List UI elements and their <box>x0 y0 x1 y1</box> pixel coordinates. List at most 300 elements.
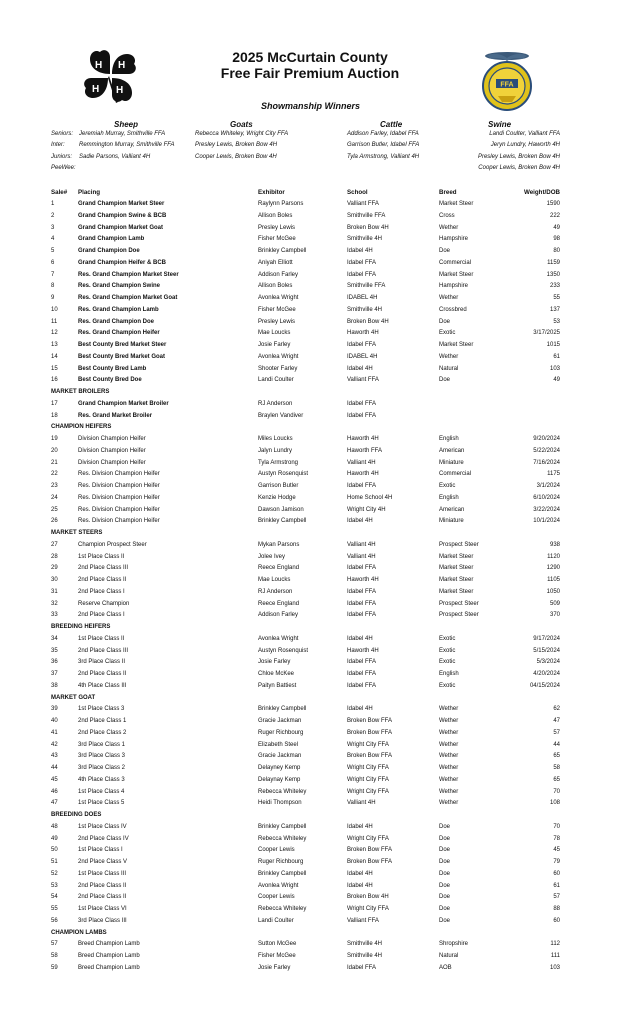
table-row <box>0 845 621 856</box>
cell-sale-number: 5 <box>51 248 55 254</box>
cell-sale-number: 41 <box>51 729 58 736</box>
cell-sale-number: 50 <box>51 847 58 854</box>
cell-placing: 1st Place Class I <box>78 847 123 854</box>
table-row <box>0 704 621 715</box>
cell-sale-number: 46 <box>51 788 58 795</box>
table-row <box>0 669 621 680</box>
cell-sale-number: 57 <box>51 941 58 948</box>
table-row <box>0 469 621 480</box>
cell-placing: 2nd Place Class II <box>78 671 127 677</box>
cell-exhibitor: Mae Loucks <box>258 330 291 337</box>
cell-exhibitor: Heidi Thompson <box>258 800 302 807</box>
cell-sale-number: 52 <box>51 870 58 877</box>
cell-placing: 1st Place Class II <box>78 635 125 642</box>
cell-placing: 2nd Place Class IV <box>78 835 129 842</box>
cell-sale-number: 18 <box>51 412 58 419</box>
showmanship-winner-sheep: Remmington Murray, Smithville FFA <box>79 142 175 149</box>
table-row <box>0 681 621 692</box>
cell-placing: 2nd Place Class I <box>78 612 125 619</box>
cell-exhibitor: Jalyn Lundry <box>258 447 293 454</box>
cell-placing: Breed Champion Lamb <box>78 941 140 948</box>
cell-exhibitor: Josie Farley <box>258 964 291 971</box>
cell-placing: 1st Place Class 4 <box>78 788 125 795</box>
cell-school: Haworth 4H <box>347 330 379 337</box>
cell-weight-dob: 111 <box>550 953 560 959</box>
svg-text:H: H <box>92 84 100 95</box>
cell-school: Home School 4H <box>347 494 393 501</box>
cell-exhibitor: Avonlea Wright <box>258 635 299 642</box>
cell-weight-dob: 1105 <box>547 577 560 583</box>
cell-weight-dob: 1175 <box>547 471 560 478</box>
cell-school: Valliant FFA <box>347 377 379 384</box>
cell-school: Smithville FFA <box>347 283 386 290</box>
cell-exhibitor: Elizabeth Steel <box>258 741 299 748</box>
cell-breed: Doe <box>439 894 451 901</box>
cell-exhibitor: Brinkley Campbell <box>258 870 307 877</box>
cell-weight-dob: 65 <box>553 753 560 760</box>
cell-placing: 2nd Place Class I <box>78 588 125 595</box>
cell-sale-number: 25 <box>51 506 58 513</box>
cell-placing: 1st Place Class 3 <box>78 706 125 713</box>
cell-sale-number: 39 <box>51 706 58 713</box>
cell-breed: Hampshire <box>439 236 469 243</box>
cell-placing: 1st Place Class III <box>78 870 127 877</box>
cell-weight-dob: 70 <box>553 823 560 830</box>
cell-school: Valliant 4H <box>347 553 376 560</box>
cell-weight-dob: 61 <box>553 353 560 360</box>
cell-breed: Market Steer <box>439 553 474 560</box>
cell-school: Haworth FFA <box>347 447 383 454</box>
showmanship-winner-goats: Cooper Lewis, Broken Bow 4H <box>195 153 277 160</box>
cell-sale-number: 45 <box>51 776 58 783</box>
col-header-school: School <box>347 189 368 196</box>
cell-weight-dob: 44 <box>553 741 560 748</box>
cell-weight-dob: 61 <box>553 882 560 889</box>
cell-breed: Cross <box>439 212 455 219</box>
cell-weight-dob: 3/1/2024 <box>536 483 560 489</box>
cell-school: Idabel FFA <box>347 588 377 595</box>
cell-school: Idabel FFA <box>347 342 377 348</box>
cell-weight-dob: 108 <box>549 800 560 807</box>
table-row <box>0 869 621 880</box>
cell-placing: Res. Division Champion Heifer <box>78 506 160 513</box>
cell-placing: 3rd Place Class 2 <box>78 765 126 771</box>
cell-school: Idabel FFA <box>347 671 377 677</box>
cell-sale-number: 26 <box>51 518 58 525</box>
cell-breed: Exotic <box>439 483 456 489</box>
cell-weight-dob: 370 <box>549 612 560 619</box>
cell-school: Idabel FFA <box>347 659 377 666</box>
cell-school: Wright City FFA <box>347 788 389 795</box>
cell-breed: AOB <box>439 964 452 971</box>
page-title-line-2: Free Fair Premium Auction <box>220 65 400 81</box>
cell-weight-dob: 4/20/2024 <box>533 671 560 677</box>
cell-weight-dob: 5/22/2024 <box>533 447 560 454</box>
table-row <box>0 563 621 574</box>
table-row <box>0 281 621 292</box>
showmanship-division-label: PeeWee: <box>51 164 76 171</box>
cell-breed: Market Steer <box>439 201 474 207</box>
table-row <box>0 223 621 234</box>
cell-placing: Res. Division Champion Heifer <box>78 518 160 525</box>
table-row <box>0 610 621 621</box>
table-row <box>0 458 621 469</box>
cell-breed: Wether <box>439 776 459 783</box>
cell-breed: Doe <box>439 377 451 384</box>
cell-weight-dob: 55 <box>553 295 560 301</box>
cell-breed: English <box>439 436 459 442</box>
table-row <box>0 411 621 422</box>
table-row <box>0 540 621 551</box>
cell-placing: Res. Grand Champion Market Steer <box>78 271 179 278</box>
cell-breed: Wether <box>439 800 459 807</box>
cell-weight-dob: 7/16/2024 <box>533 459 560 466</box>
table-row <box>0 211 621 222</box>
cell-placing: 1st Place Class VI <box>78 906 127 912</box>
cell-sale-number: 58 <box>51 953 58 959</box>
cell-sale-number: 7 <box>51 271 55 278</box>
table-row <box>0 634 621 645</box>
table-row <box>0 763 621 774</box>
table-row <box>0 305 621 316</box>
cell-exhibitor: Fisher McGee <box>258 306 296 313</box>
cell-weight-dob: 65 <box>553 776 560 783</box>
cell-placing: 2nd Place Class II <box>78 882 127 889</box>
section-heading: CHAMPION LAMBS <box>51 929 107 936</box>
cell-breed: Exotic <box>439 659 456 666</box>
cell-sale-number: 53 <box>51 882 58 889</box>
cell-school: Idabel FFA <box>347 964 377 971</box>
cell-placing: Best County Bred Market Steer <box>78 342 167 348</box>
cell-breed: Wether <box>439 224 459 231</box>
cell-weight-dob: 98 <box>553 236 560 243</box>
cell-breed: Wether <box>439 729 459 736</box>
cell-weight-dob: 1050 <box>546 588 560 595</box>
cell-placing: Division Champion Heifer <box>78 447 146 454</box>
cell-exhibitor: Delayney Kemp <box>258 765 301 771</box>
cell-breed: Doe <box>439 248 451 254</box>
table-row <box>0 270 621 281</box>
table-row <box>0 939 621 950</box>
cell-weight-dob: 3/22/2024 <box>533 506 560 513</box>
cell-exhibitor: Josie Farley <box>258 342 291 348</box>
cell-breed: Doe <box>439 318 451 325</box>
cell-sale-number: 33 <box>51 612 58 619</box>
table-row <box>0 328 621 339</box>
cell-weight-dob: 62 <box>553 706 560 713</box>
showmanship-header-swine: Swine <box>488 120 512 129</box>
cell-weight-dob: 78 <box>553 835 560 842</box>
cell-weight-dob: 57 <box>553 729 560 736</box>
showmanship-title: Showmanship Winners <box>261 101 360 111</box>
cell-placing: 3rd Place Class II <box>78 659 126 666</box>
cell-school: Broken Bow 4H <box>347 894 389 901</box>
cell-breed: Crossbred <box>439 306 467 313</box>
cell-sale-number: 36 <box>51 659 58 666</box>
cell-sale-number: 38 <box>51 682 58 689</box>
cell-exhibitor: Kenzie Hodge <box>258 494 296 501</box>
cell-exhibitor: Dawson Jamison <box>258 506 304 513</box>
cell-placing: 2nd Place Class 1 <box>78 718 127 724</box>
cell-exhibitor: Raylynn Parsons <box>258 201 304 207</box>
cell-school: Wright City FFA <box>347 906 389 912</box>
cell-weight-dob: 9/17/2024 <box>533 635 560 642</box>
cell-breed: Wether <box>439 718 459 724</box>
showmanship-header-goats: Goats <box>230 120 253 129</box>
cell-placing: 2nd Place Class III <box>78 647 129 654</box>
cell-breed: Doe <box>439 917 451 924</box>
cell-school: Wright City FFA <box>347 765 389 771</box>
showmanship-winner-swine: Landi Coulter, Valliant FFA <box>489 131 560 137</box>
table-row <box>0 751 621 762</box>
table-row <box>0 657 621 668</box>
cell-breed: Doe <box>439 882 451 889</box>
cell-sale-number: 32 <box>51 600 58 607</box>
cell-sale-number: 24 <box>51 494 58 501</box>
cell-school: Haworth 4H <box>347 647 379 654</box>
cell-placing: Res. Division Champion Heifer <box>78 494 160 501</box>
col-header-weight-dob: Weight/DOB <box>524 189 560 196</box>
showmanship-winner-swine: Jeryn Lundry, Haworth 4H <box>490 142 560 149</box>
cell-breed: Wether <box>439 741 459 748</box>
cell-exhibitor: Tyla Armstrong <box>258 459 299 466</box>
cell-school: Idabel FFA <box>347 259 377 266</box>
cell-placing: Res. Grand Champion Heifer <box>78 330 160 337</box>
cell-exhibitor: Landi Coulter <box>258 377 294 384</box>
table-row <box>0 352 621 363</box>
cell-school: Idabel FFA <box>347 483 377 489</box>
cell-breed: Miniature <box>439 518 464 525</box>
cell-sale-number: 10 <box>51 306 58 313</box>
cell-exhibitor: Aniyah Elliott <box>258 259 293 266</box>
cell-school: Valliant 4H <box>347 541 376 548</box>
section-heading: MARKET BROILERS <box>51 389 110 395</box>
cell-breed: Wether <box>439 765 459 771</box>
cell-placing: Res. Grand Market Broiler <box>78 412 153 419</box>
cell-exhibitor: Allison Boles <box>258 283 293 290</box>
cell-sale-number: 23 <box>51 483 58 489</box>
section-heading: BREEDING HEIFERS <box>51 624 111 630</box>
cell-school: Idabel FFA <box>347 412 377 419</box>
cell-exhibitor: Brinkley Campbell <box>258 248 307 254</box>
cell-sale-number: 6 <box>51 259 55 266</box>
cell-school: Broken Bow 4H <box>347 224 389 231</box>
cell-school: Broken Bow FFA <box>347 729 393 736</box>
cell-breed: Exotic <box>439 647 456 654</box>
cell-sale-number: 3 <box>51 224 55 231</box>
table-row <box>0 775 621 786</box>
cell-school: Haworth 4H <box>347 577 379 583</box>
cell-exhibitor: Chloe McKee <box>258 671 295 677</box>
cell-exhibitor: Addison Farley <box>258 612 299 619</box>
cell-school: Smithville 4H <box>347 941 383 948</box>
cell-weight-dob: 5/15/2024 <box>533 647 560 654</box>
cell-exhibitor: Landi Coulter <box>258 917 294 924</box>
cell-school: Idabel FFA <box>347 271 377 278</box>
table-row <box>0 834 621 845</box>
cell-breed: Exotic <box>439 635 456 642</box>
cell-sale-number: 29 <box>51 565 58 572</box>
showmanship-division-label: Inter: <box>51 142 65 149</box>
cell-placing: 3rd Place Class III <box>78 917 127 924</box>
cell-sale-number: 4 <box>51 236 55 243</box>
cell-sale-number: 35 <box>51 647 58 654</box>
cell-exhibitor: Gracie Jackman <box>258 753 302 760</box>
section-heading: MARKET GOAT <box>51 694 96 701</box>
cell-sale-number: 48 <box>51 823 58 830</box>
svg-text:FFA: FFA <box>500 81 514 89</box>
cell-exhibitor: Cooper Lewis <box>258 894 295 901</box>
cell-placing: Division Champion Heifer <box>78 459 146 466</box>
cell-placing: 2nd Place Class II <box>78 577 127 583</box>
cell-breed: Doe <box>439 870 451 877</box>
cell-breed: Exotic <box>439 330 456 337</box>
cell-breed: Doe <box>439 835 451 842</box>
cell-breed: Market Steer <box>439 271 474 278</box>
cell-sale-number: 1 <box>51 201 55 207</box>
4h-clover-logo <box>78 44 142 108</box>
cell-sale-number: 17 <box>51 400 58 407</box>
cell-exhibitor: Jolee Ivey <box>258 553 286 560</box>
table-row <box>0 892 621 903</box>
table-row <box>0 234 621 245</box>
cell-weight-dob: 1290 <box>546 565 560 572</box>
cell-placing: 3rd Place Class 3 <box>78 753 126 760</box>
cell-exhibitor: Reece England <box>258 565 300 572</box>
cell-exhibitor: Delaynay Kemp <box>258 776 301 783</box>
cell-school: Haworth 4H <box>347 471 379 478</box>
cell-sale-number: 47 <box>51 800 58 807</box>
cell-exhibitor: Brinkley Campbell <box>258 823 307 830</box>
cell-school: Idabel 4H <box>347 706 373 713</box>
col-header-breed: Breed <box>439 189 457 196</box>
cell-placing: Division Champion Heifer <box>78 436 146 442</box>
cell-weight-dob: 112 <box>550 941 560 948</box>
cell-weight-dob: 88 <box>553 906 560 912</box>
cell-weight-dob: 80 <box>553 248 560 254</box>
cell-placing: Res. Grand Champion Market Goat <box>78 295 178 301</box>
cell-breed: English <box>439 671 459 677</box>
cell-weight-dob: 60 <box>553 917 560 924</box>
cell-placing: Best County Bred Market Goat <box>78 353 166 360</box>
col-header-placing: Placing <box>78 189 101 196</box>
cell-school: IDABEL 4H <box>347 353 378 360</box>
cell-school: Broken Bow FFA <box>347 859 393 865</box>
cell-sale-number: 42 <box>51 741 58 748</box>
cell-exhibitor: Presley Lewis <box>258 318 296 325</box>
cell-sale-number: 31 <box>51 588 58 595</box>
cell-school: Smithville FFA <box>347 212 386 219</box>
table-row <box>0 434 621 445</box>
cell-placing: Res. Grand Champion Lamb <box>78 306 159 313</box>
cell-exhibitor: RJ Anderson <box>258 588 293 595</box>
cell-placing: Res. Division Champion Heifer <box>78 471 160 478</box>
cell-sale-number: 30 <box>51 577 58 583</box>
svg-text:H: H <box>116 85 124 96</box>
cell-weight-dob: 509 <box>549 600 560 607</box>
cell-breed: Wether <box>439 295 459 301</box>
cell-placing: Breed Champion Lamb <box>78 964 140 971</box>
cell-school: Idabel FFA <box>347 400 377 407</box>
cell-weight-dob: 49 <box>553 224 560 231</box>
showmanship-division-label: Seniors: <box>51 131 74 137</box>
table-row <box>0 375 621 386</box>
cell-weight-dob: 79 <box>553 859 560 865</box>
cell-breed: Commercial <box>439 259 472 266</box>
cell-breed: Prospect Steer <box>439 612 479 619</box>
cell-school: Idabel 4H <box>347 635 373 642</box>
table-row <box>0 822 621 833</box>
cell-breed: Commercial <box>439 471 472 478</box>
cell-school: Smithville 4H <box>347 953 383 959</box>
table-row <box>0 246 621 257</box>
cell-exhibitor: Rebecca Whiteley <box>258 906 307 912</box>
table-row <box>0 728 621 739</box>
cell-weight-dob: 103 <box>549 964 560 971</box>
cell-exhibitor: Brinkley Campbell <box>258 518 307 525</box>
cell-sale-number: 19 <box>51 436 58 442</box>
cell-sale-number: 16 <box>51 377 58 384</box>
page-title-line-1: 2025 McCurtain County <box>232 49 388 65</box>
cell-breed: Market Steer <box>439 577 474 583</box>
cell-exhibitor: Reece England <box>258 600 300 607</box>
cell-weight-dob: 58 <box>553 765 560 771</box>
cell-weight-dob: 49 <box>553 377 560 384</box>
showmanship-winner-cattle: Tyla Armstrong, Valliant 4H <box>347 153 420 160</box>
cell-weight-dob: 137 <box>549 306 560 313</box>
cell-school: Idabel FFA <box>347 565 377 572</box>
table-row <box>0 599 621 610</box>
cell-placing: Best County Bred Doe <box>78 377 142 384</box>
table-row <box>0 446 621 457</box>
cell-placing: 2nd Place Class 2 <box>78 729 127 736</box>
cell-exhibitor: Addison Farley <box>258 271 299 278</box>
cell-breed: Prospect Steer <box>439 541 479 548</box>
cell-placing: Reserve Champion <box>78 600 130 607</box>
cell-exhibitor: Ruger Richbourg <box>258 729 304 736</box>
cell-exhibitor: Sutton McGee <box>258 941 297 948</box>
cell-weight-dob: 938 <box>549 541 560 548</box>
cell-breed: Market Steer <box>439 565 474 572</box>
cell-weight-dob: 1015 <box>546 342 560 348</box>
table-row <box>0 575 621 586</box>
cell-sale-number: 43 <box>51 753 58 760</box>
cell-breed: Doe <box>439 847 451 854</box>
cell-exhibitor: Avonlea Wright <box>258 882 299 889</box>
cell-breed: English <box>439 494 459 501</box>
cell-placing: Grand Champion Doe <box>78 248 140 254</box>
table-row <box>0 340 621 351</box>
cell-exhibitor: Garrison Butler <box>258 483 299 489</box>
table-row <box>0 740 621 751</box>
cell-weight-dob: 222 <box>549 212 560 219</box>
cell-weight-dob: 10/1/2024 <box>533 518 560 525</box>
cell-school: Valliant FFA <box>347 201 379 207</box>
cell-placing: 4th Place Class III <box>78 682 127 689</box>
cell-weight-dob: 103 <box>549 365 560 372</box>
section-heading: MARKET STEERS <box>51 530 103 536</box>
cell-school: Idabel 4H <box>347 365 373 372</box>
cell-sale-number: 56 <box>51 917 58 924</box>
cell-placing: 1st Place Class IV <box>78 823 127 830</box>
cell-breed: Doe <box>439 859 451 865</box>
cell-exhibitor: Avonlea Wright <box>258 353 299 360</box>
cell-breed: American <box>439 506 465 513</box>
cell-placing: Champion Prospect Steer <box>78 541 147 548</box>
table-row <box>0 787 621 798</box>
cell-weight-dob: 6/10/2024 <box>533 494 560 501</box>
cell-placing: Grand Champion Market Steer <box>78 201 165 207</box>
